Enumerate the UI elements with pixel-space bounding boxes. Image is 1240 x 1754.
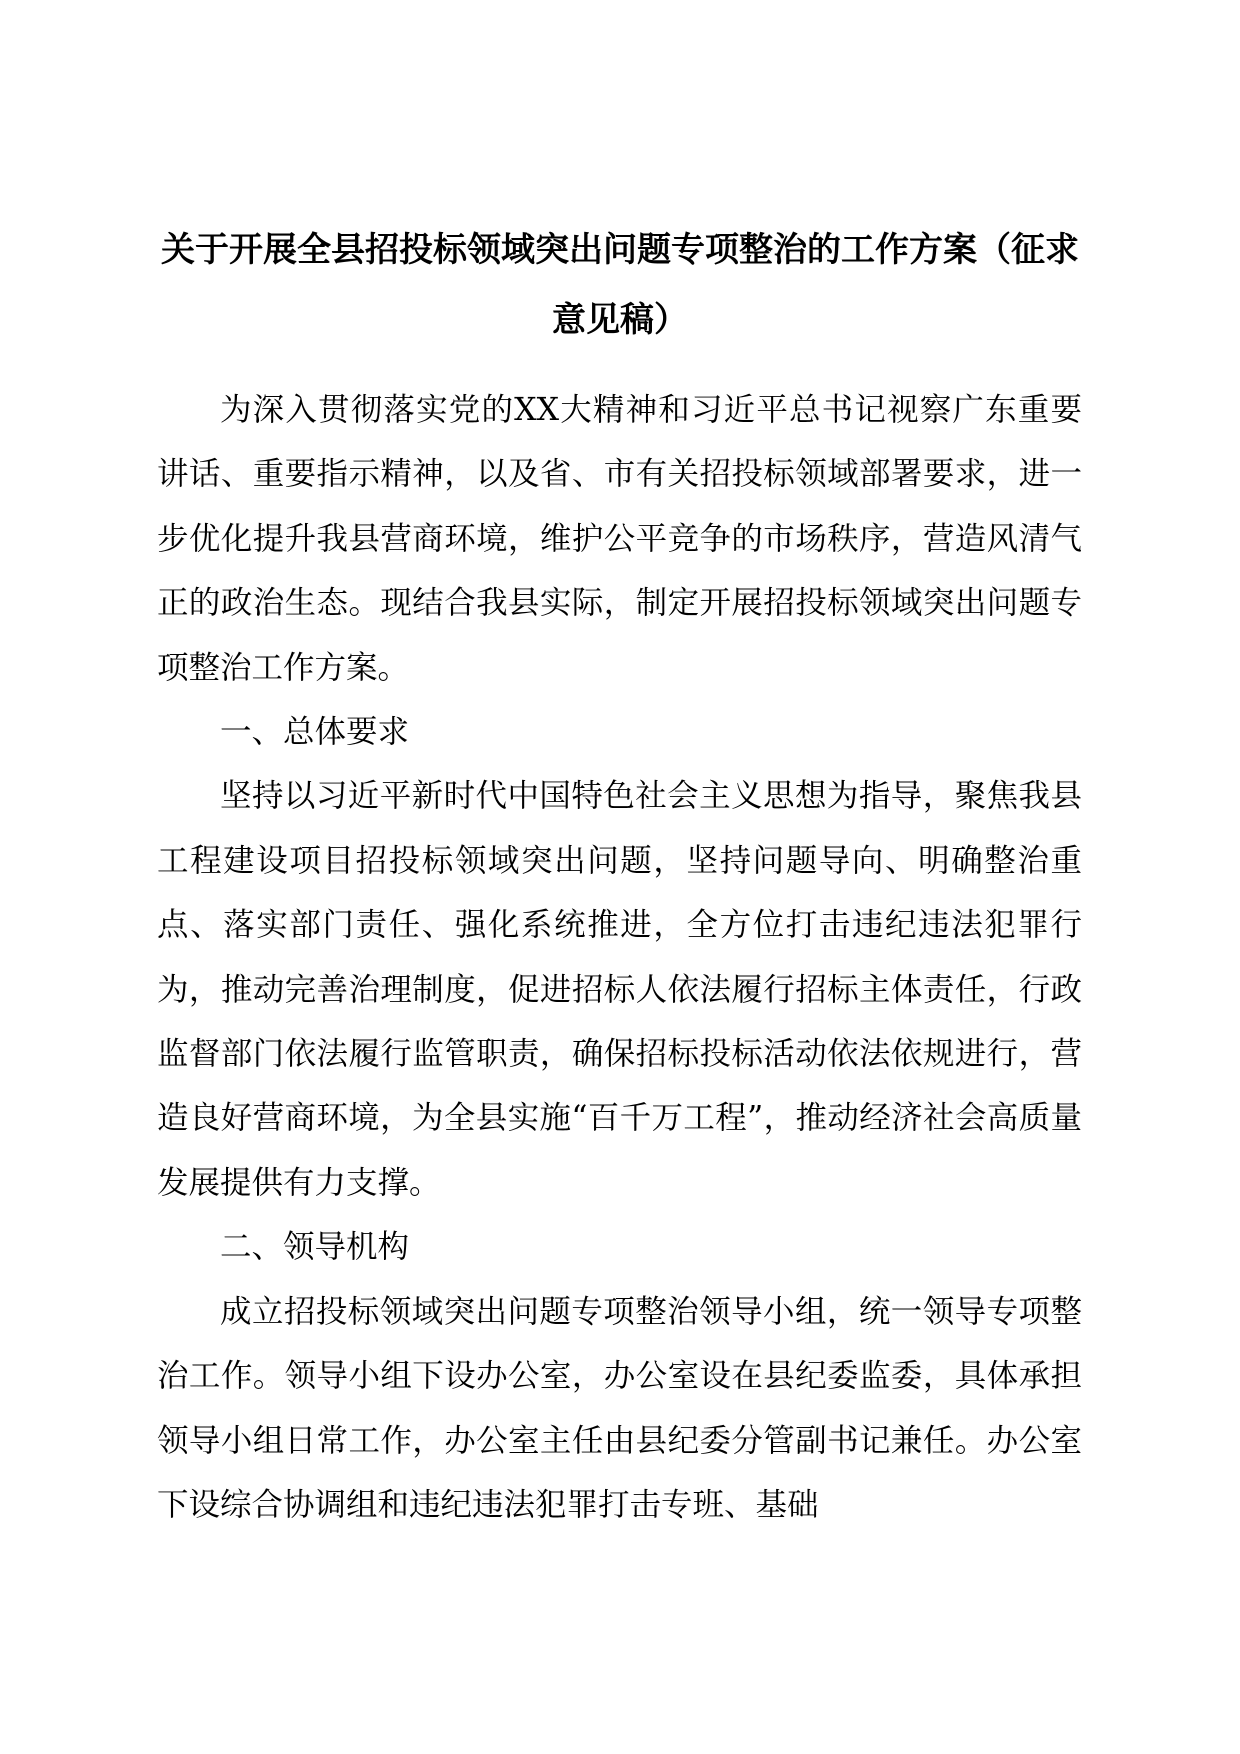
paragraph-general-requirements: 坚持以习近平新时代中国特色社会主义思想为指导，聚焦我县工程建设项目招投标领域突出问题，坚持问题导向、明确整治重点、落实部门责任、强化系统推进，全方位打击违纪违法犯罪行为，推动完善治理制度，促进招标人依法履行招标主体责任，行政监督部门依法履行监管职责，确保招标投标活动依法依规进行，营造良好营商环境，为全县实施“百千万工程”，推动经济社会高质量发展提供有力支撑。: [157, 778, 1082, 1201]
paragraph-intro: 为深入贯彻落实党的XX大精神和习近平总书记视察广东重要讲话、重要指示精神，以及省、市有关招投标领域部署要求，进一步优化提升我县营商环境，维护公平竞争的市场秩序，营造风清气正的政治生态。现结合我县实际，制定开展招投标领域突出问题专项整治工作方案。: [157, 392, 1082, 686]
section-heading-general-requirements: 一、总体要求: [220, 714, 410, 751]
document-title: 关于开展全县招投标领域突出问题专项整治的工作方案（征求意见稿）: [161, 230, 1079, 340]
section-heading-leadership: 二、领导机构: [220, 1229, 410, 1266]
paragraph-leadership: 成立招投标领域突出问题专项整治领导小组，统一领导专项整治工作。领导小组下设办公室，办公室设在县纪委监委，具体承担领导小组日常工作，办公室主任由县纪委分管副书记兼任。办公室下设综合协调组和违纪违法犯罪打击专班、基础: [157, 1293, 1082, 1523]
document-body: [157, 378, 1082, 1537]
